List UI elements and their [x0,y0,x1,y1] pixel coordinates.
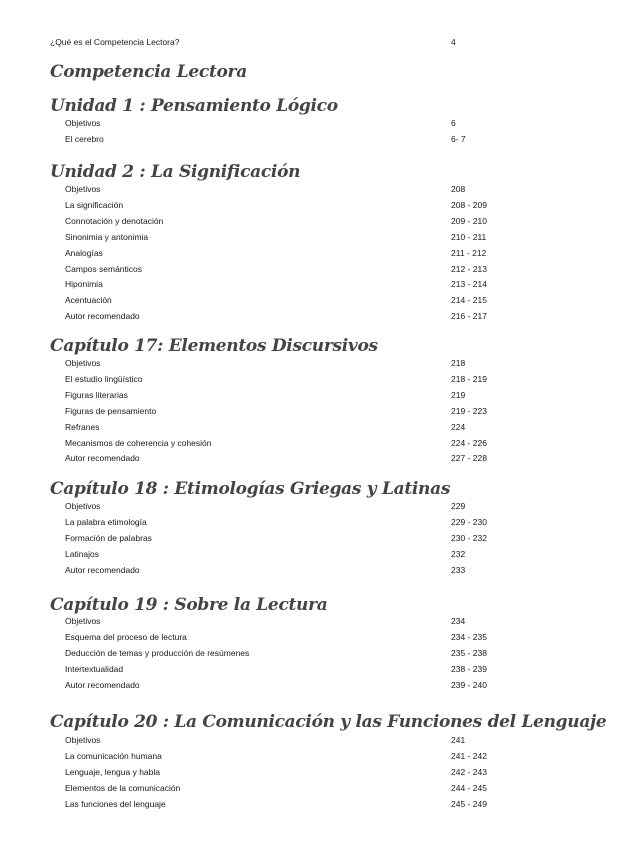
section-heading[interactable]: Capítulo 19 : Sobre la Lectura [50,595,328,615]
toc-entry-page: 230 - 232 [451,532,487,543]
toc-entry[interactable] [65,311,525,325]
toc-entry-page: 218 - 219 [451,373,487,384]
toc-entry[interactable] [65,134,525,148]
toc-entry[interactable] [65,216,525,230]
toc-entry-title: Elementos de la comunicación [65,782,181,793]
toc-entry-page: 208 [451,184,466,194]
toc-entry[interactable] [65,565,525,579]
toc-entry-page: 234 [451,616,466,626]
section-heading[interactable]: Competencia Lectora [50,62,247,82]
toc-entry[interactable] [65,799,525,813]
toc-entry-title: El estudio lingüístico [65,373,143,384]
toc-entry-page: 242 - 243 [451,766,487,777]
toc-entry-page: 238 - 239 [451,663,487,674]
toc-entry-page: 233 [451,564,466,575]
section-heading[interactable]: Capítulo 18 : Etimologías Griegas y Latinas [50,479,451,499]
toc-entry-title: Figuras de pensamiento [65,405,157,416]
toc-entry-title: Formación de palabras [65,532,152,543]
toc-entry[interactable] [65,248,525,262]
toc-entry-page: 218 [451,358,466,368]
toc-entry-page: 229 [451,501,466,511]
toc-entry-title: Campos semánticos [65,263,143,274]
toc-entry[interactable] [65,517,525,531]
toc-entry[interactable] [65,184,525,198]
toc-entry[interactable] [65,390,525,404]
toc-entry-title: Autor recomendado [65,453,140,464]
toc-entry[interactable] [65,533,525,547]
toc-entry[interactable] [65,406,525,420]
toc-entry[interactable] [65,767,525,781]
toc-entry-title: Hiponimia [65,279,103,290]
toc-entry[interactable] [65,501,525,515]
toc-entry[interactable] [65,358,525,372]
toc-entry-title: Autor recomendado [65,679,140,690]
toc-entry-title: Autor recomendado [65,564,140,575]
toc-entry-title: Deducción de temas y producción de resúmenes [65,647,250,658]
toc-intro-row[interactable] [50,37,570,51]
toc-entry-page: 6 [451,118,456,128]
toc-entry-page: 216 - 217 [451,311,487,322]
toc-entry-page: 241 - 242 [451,750,487,761]
toc-entry-title: Autor recomendado [65,311,140,322]
toc-entry-title: Sinonimia y antonimia [65,231,149,242]
toc-entry[interactable] [65,664,525,678]
toc-entry[interactable] [65,279,525,293]
toc-entry-title: La comunicación humana [65,750,162,761]
toc-entry-title: La palabra etimología [65,516,147,527]
toc-entry[interactable] [65,264,525,278]
toc-entry[interactable] [65,438,525,452]
toc-entry-title: La significación [65,199,124,210]
toc-entry-title: Refranes [65,421,100,432]
toc-entry-page: 227 - 228 [451,453,487,464]
toc-entry-page: 234 - 235 [451,631,487,642]
toc-entry-title: Esquema del proceso de lectura [65,631,187,642]
toc-entry-title: El cerebro [65,133,104,144]
toc-entry-page: 239 - 240 [451,679,487,690]
toc-entry-page: 6- 7 [451,133,466,144]
toc-entry-page: 209 - 210 [451,215,487,226]
toc-entry-title: Objetivos [65,184,101,194]
toc-entry-title: Connotación y denotación [65,215,164,226]
toc-entry[interactable] [65,680,525,694]
toc-entry-page: 241 [451,735,466,745]
toc-entry-page: 213 - 214 [451,279,487,290]
toc-entry[interactable] [65,295,525,309]
toc-entry-page: 214 - 215 [451,295,487,306]
toc-entry-page: 224 - 226 [451,437,487,448]
toc-entry-title: ¿Qué es el Competencia Lectora? [50,37,180,47]
toc-entry[interactable] [65,549,525,563]
toc-entry-page: 229 - 230 [451,516,487,527]
toc-entry-page: 4 [451,37,456,47]
toc-entry[interactable] [65,422,525,436]
toc-entry[interactable] [65,118,525,132]
toc-entry-page: 210 - 211 [451,231,487,242]
toc-entry-title: Objetivos [65,501,101,511]
toc-entry-page: 232 [451,548,466,559]
toc-entry-title: Objetivos [65,735,101,745]
toc-entry-page: 208 - 209 [451,199,487,210]
toc-entry[interactable] [65,232,525,246]
toc-entry-page: 212 - 213 [451,263,487,274]
toc-entry[interactable] [65,200,525,214]
toc-entry-page: 244 - 245 [451,782,487,793]
toc-entry[interactable] [65,648,525,662]
toc-entry-title: Lenguaje, lengua y habla [65,766,160,777]
section-heading[interactable]: Unidad 2 : La Significación [50,162,301,182]
toc-entry-page: 224 [451,421,466,432]
toc-entry[interactable] [65,374,525,388]
section-heading[interactable]: Capítulo 17: Elementos Discursivos [50,336,378,356]
toc-entry-page: 235 - 238 [451,647,487,658]
toc-entry-page: 211 - 212 [451,247,487,258]
section-heading[interactable]: Unidad 1 : Pensamiento Lógico [50,96,338,116]
toc-entry-page: 245 - 249 [451,798,487,809]
toc-entry[interactable] [65,632,525,646]
toc-entry-title: Acentuación [65,295,112,306]
toc-entry-title: Analogías [65,247,103,258]
toc-entry[interactable] [65,751,525,765]
toc-entry-title: Intertextualidad [65,663,124,674]
toc-entry-title: Mecanismos de coherencia y cohesión [65,437,212,448]
toc-entry[interactable] [65,735,525,749]
toc-entry[interactable] [65,453,525,467]
toc-entry-page: 219 [451,389,466,400]
toc-entry-title: Objetivos [65,118,101,128]
toc-entry-title: Objetivos [65,358,101,368]
section-heading[interactable]: Capítulo 20 : La Comunicación y las Funciones del Lenguaje [50,712,607,732]
toc-entry-title: Las funciones del lenguaje [65,798,166,809]
toc-entry-title: Figuras literarias [65,389,128,400]
toc-entry[interactable] [65,783,525,797]
toc-entry-title: Latinajos [65,548,100,559]
toc-entry-page: 219 - 223 [451,405,487,416]
toc-entry[interactable] [65,616,525,630]
toc-entry-title: Objetivos [65,616,101,626]
